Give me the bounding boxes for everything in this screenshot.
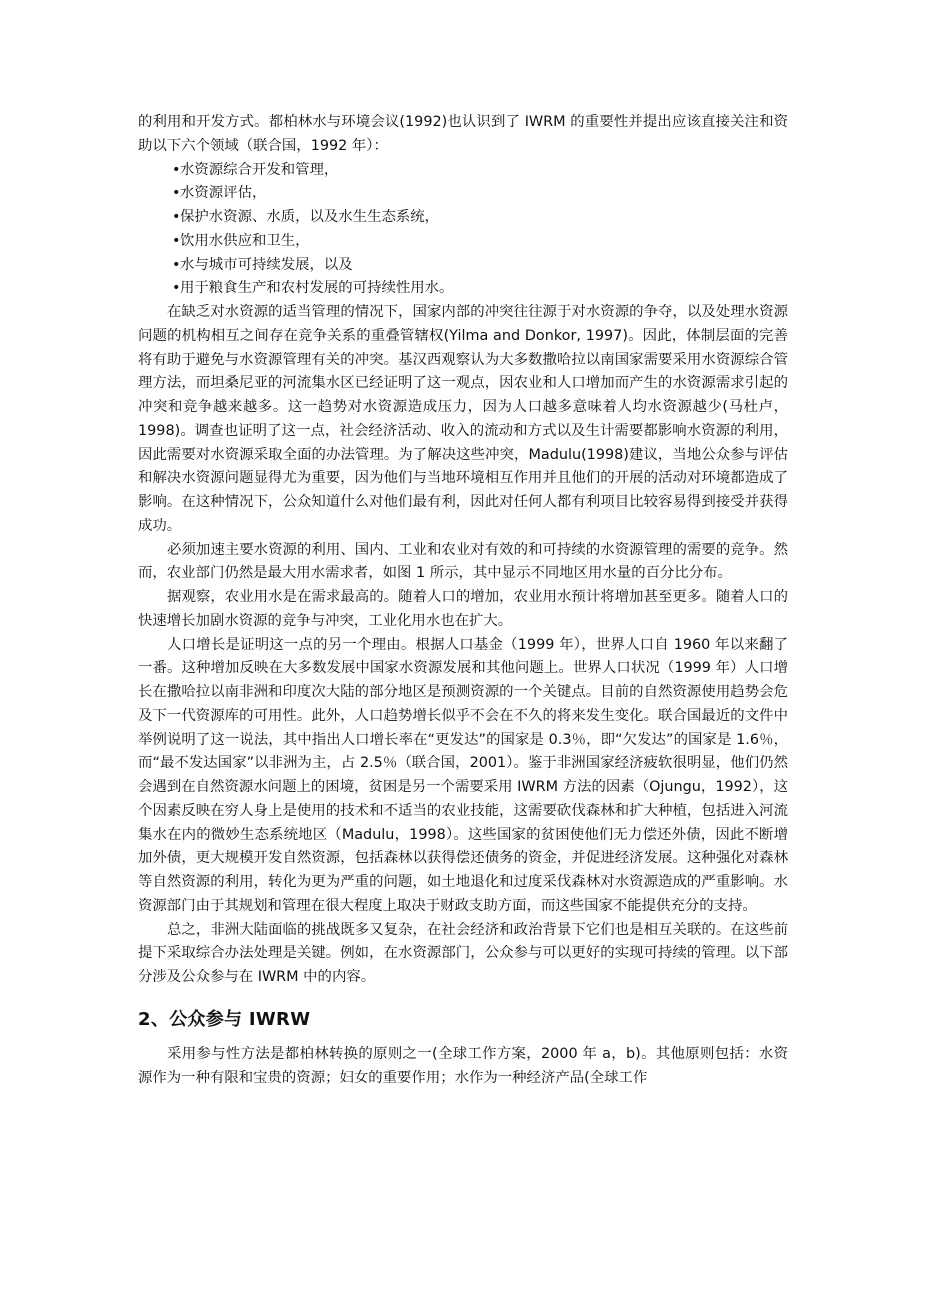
paragraph-population: 人口增长是证明这一点的另一个理由。根据人口基金（1999 年），世界人口自 1960 年以来翻了一番。这种增加反映在大多数发展中国家水资源发展和其他问题上。世界人口状况（1999 年）人口增长在撒哈拉以南非洲和印度次大陆的部分地区是预测资源的一个关键点。目前的自然资源使用趋势会危及下一代资源库的可用性。此外，人口趋势增长似乎不会在不久的将来发生变化。联合国最近的文件中举例说明了这一说法，其中指出人口增长率在“更发达”的国家是 0.3％，即“欠发达”的国家是 1.6％，而“最不发达国家”以非洲为主，占 2.5％（联合国，2001）。鉴于非洲国家经济疲软很明显，他们仍然会遇到在自然资源水问题上的困境，贫困是另一个需要采用 IWRM 方法的因素（Ojungu，1992），这个因素反映在穷人身上是使用的技术和不适当的农业技能，这需要砍伐森林和扩大种植，包括进入河流集水在内的微妙生态系统地区（Madulu，1998）。这些国家的贫困使他们无力偿还外债，因此不断增加外债，更大规模开发自然资源，包括森林以获得偿还债务的资金，并促进经济发展。这种强化对森林等自然资源的利用，转化为更为严重的问题，如土地退化和过度采伐森林对水资源造成的严重影响。水资源部门由于其规划和管理在很大程度上取决于财政支助方面，而这些国家不能提供充分的支持。 — [138, 636, 788, 914]
paragraph-summary: 总之，非洲大陆面临的挑战既多又复杂，在社会经济和政治背景下它们也是相互关联的。在这些前提下采取综合办法处理是关键。例如，在水资源部门，公众参与可以更好的实现可持续的管理。以下部分涉及公众参与在 IWRM 中的内容。 — [138, 921, 788, 985]
list-item-text: 用于粮食生产和农村发展的可持续性用水。 — [180, 280, 454, 297]
focus-areas-list — [138, 159, 788, 302]
list-item-text: 水与城市可持续发展，以及 — [180, 256, 353, 273]
list-item — [172, 277, 788, 301]
paragraph-intro: 的利用和开发方式。都柏林水与环境会议(1992)也认识到了 IWRM 的重要性并提出应该直接关注和资助以下六个领域（联合国，1992 年）： — [138, 114, 788, 154]
list-item-text: 饮用水供应和卫生， — [180, 232, 310, 249]
list-item — [172, 254, 788, 278]
list-item — [172, 159, 788, 183]
section-heading: 2、公众参与 IWRW — [138, 1008, 311, 1030]
paragraph-conflicts: 在缺乏对水资源的适当管理的情况下，国家内部的冲突往往源于对水资源的争夺，以及处理水资源问题的机构相互之间存在竞争关系的重叠管辖权(Yilma and Donkor, 1997)。因此，体制层面的完善将有助于避免与水资源管理有关的冲突。基汉西观察认为大多数撒哈拉以南国家需要采用水资源综合管理方法，而坦桑尼亚的河流集水区已经证明了这一观点，因农业和人口增加而产生的水资源需求引起的冲突和竞争越来越多。这一趋势对水资源造成压力，因为人口越多意味着人均水资源越少(马杜卢，1998)。调查也证明了这一点，社会经济活动、收入的流动和方式以及生计需要都影响水资源的利用，因此需要对水资源采取全面的办法管理。为了解决这些冲突，Madulu(1998)建议，当地公众参与评估和解决水资源问题显得尤为重要，因为他们与当地环境相互作用并且他们的开展的活动对环境都造成了影响。在这种情况下，公众知道什么对他们最有利，因此对任何人都有利项目比较容易得到接受并获得成功。 — [138, 304, 788, 534]
bullet-marker: • — [172, 161, 181, 178]
paragraph-competition: 必须加速主要水资源的利用、国内、工业和农业对有效的和可持续的水资源管理的需要的竞争。然而，农业部门仍然是最大用水需求者，如图 1 所示，其中显示不同地区用水量的百分比分布。 — [138, 541, 788, 582]
bullet-marker: • — [172, 256, 181, 273]
bullet-marker: • — [172, 280, 181, 297]
list-item — [172, 182, 788, 206]
list-item — [172, 206, 788, 230]
bullet-marker: • — [172, 209, 181, 225]
bullet-marker: • — [172, 232, 181, 249]
list-item-text: 保护水资源、水质，以及水生生态系统， — [180, 209, 440, 225]
list-item-text: 水资源综合开发和管理， — [180, 161, 339, 178]
list-item — [172, 230, 788, 254]
list-item-text: 水资源评估， — [180, 185, 267, 202]
document-page — [138, 111, 788, 1090]
paragraph-agriculture: 据观察，农业用水是在需求最高的。随着人口的增加，农业用水预计将增加甚至更多。随着人口的快速增长加剧水资源的竞争与冲突，工业化用水也在扩大。 — [138, 589, 788, 629]
bullet-marker: • — [172, 185, 181, 202]
paragraph-participation: 采用参与性方法是都柏林转换的原则之一(全球工作方案，2000 年 a，b)。其他原则包括：水资源作为一种有限和宝贵的资源；妇女的重要作用；水作为一种经济产品(全球工作 — [138, 1045, 788, 1086]
